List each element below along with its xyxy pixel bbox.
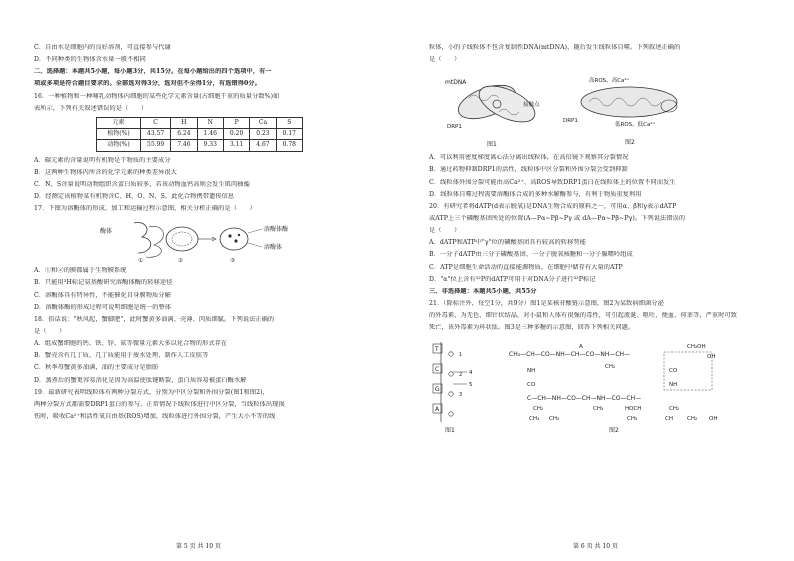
- text-line: D．不同种类的生物体含水量一般不相同: [34, 56, 146, 64]
- chem-bl-3: CH₃: [549, 416, 560, 423]
- chem-bm-3: CH₃: [627, 416, 638, 423]
- nucleotide-base-label: T: [435, 346, 439, 354]
- chem-side-2: CH₂OH: [687, 344, 706, 351]
- text-line: A．①和②的膜都属于生物膜系统: [34, 267, 127, 275]
- nucleotide-base-label: G: [435, 386, 440, 394]
- chem-oh-1: OH: [707, 354, 716, 361]
- text-line: A．可以利用密度梯度离心法分离出线粒体，在高倍镜下观察其分裂情况: [429, 154, 629, 162]
- table-cell: 0.17: [276, 129, 302, 140]
- text-line: 两种分裂方式都需要DRP1蛋白的参与。正常情况下线粒体进行中区分裂，当线粒体出现损: [34, 400, 285, 408]
- text-line: 或ATP上三个磷酸基团所处的位置(A—Pα~Pβ~Pγ 或 dA—Pα~Pβ~Pγ)。下列说法错误的: [429, 214, 686, 222]
- phosphate-circle: [449, 372, 453, 376]
- text-line: 20．有研究者将dATP(d表示脱氧)是DNA生物合成的原料之一，可用α、β和γ表示dATP: [429, 202, 677, 210]
- nucleotide-number: 3: [459, 392, 463, 399]
- text-line: 项或多项是符合题目要求的。全部选对得3分，选对但不全得1分，有选错得0分。: [34, 80, 261, 88]
- phosphate-circle: [449, 412, 453, 416]
- text-line: 是（ ）: [34, 328, 66, 336]
- chem-oh-2: OH: [709, 416, 718, 423]
- fig21-num-4: 4: [469, 370, 473, 377]
- fig17-num-1: ①: [138, 258, 143, 264]
- text-line: B．只能用³H标记氨基酸研究溶酶体酶的转移途径: [34, 279, 173, 287]
- fig21-caption-1: 图1: [445, 427, 455, 435]
- text-line: 18．俗话说："秋风起，蟹脚肥"，此时蟹黄多油满、壳薄、肉质细腻。下列说法正确的: [34, 315, 275, 323]
- text-line: C．ATP是细胞生命活动的直接能源物质，在细胞中储存有大量的ATP: [429, 263, 623, 271]
- chem-br-1: CH₂: [669, 406, 680, 413]
- fig17-label-2: 溶酶体酶: [264, 226, 289, 234]
- text-line: B．一分子dATP由三分子磷酸基团、一分子脱氧核糖和一分子腺嘌呤组成: [429, 251, 633, 259]
- text-line: 伤时，吸收Ca²⁺和活性氧自由基(ROS)增加，线粒体进行外围分裂，产生大小不等的线: [34, 413, 276, 421]
- text-line: 表所示，下列有关叙述错误的是（ ）: [34, 104, 148, 112]
- table-header-cell: Ca: [250, 117, 276, 128]
- text-line: 是（ ）: [429, 227, 461, 235]
- text-line: 死亡，该外毒素为环状肽。图3是三种多糖的示意图，回答下列相关问题。: [429, 324, 635, 332]
- text-line: 21．（除标注外，每空1分，共9分）图1是某核苷酸链示意图，图2为某致病细菌分泌: [429, 299, 664, 307]
- chem-right-nh: NH: [669, 382, 678, 389]
- table-cell: 0.20: [223, 129, 249, 140]
- chem-top-chain: CH₃—CH—CO—NH—CH—CO—NH—CH—: [509, 351, 631, 359]
- text-line: 是（ ）: [429, 56, 461, 64]
- chem-bm-2: HOCH: [625, 406, 642, 413]
- phosphate-circle: [449, 352, 453, 356]
- table-cell: 7.46: [171, 140, 197, 151]
- fig19-junction-label: 接触点: [523, 102, 540, 109]
- text-line: B．通过药物抑制DRP1的活性，线粒体中区分裂和外围分裂会受到抑制: [429, 166, 628, 174]
- table-cell: 43.57: [141, 129, 171, 140]
- fig19-caption-1: 图1: [487, 141, 497, 149]
- table-cell: 4.67: [250, 140, 276, 151]
- table-cell: 植物(%): [97, 129, 141, 140]
- table-row: [97, 129, 303, 140]
- text-line: D．经测定该植物某有机物含C、H、O、N、S，此化合物携带遗传信息: [34, 193, 235, 201]
- figure-21-nucleotide-and-peptide: [429, 336, 768, 436]
- text-line: D．"α"位上含有³²P的dATP可用于对DNA分子进行³²P标记: [429, 275, 596, 283]
- fig19-low-label: 低ROS、低Ca²⁺: [615, 122, 656, 129]
- table-header-cell: S: [276, 117, 302, 128]
- fig19-caption-2: 图2: [625, 139, 635, 147]
- element-content-table: [96, 117, 303, 152]
- nucleotide-base-label: A: [435, 406, 440, 414]
- fig21-num-5: 5: [469, 382, 473, 389]
- table-cell: 动物(%): [97, 140, 141, 151]
- text-line: A．碳元素的含量说明有机物是干物质的主要成分: [34, 156, 171, 164]
- fig19-ros-label: 高ROS、高Ca²⁺: [589, 78, 630, 85]
- text-line: 二、选择题：本题共5小题，每小题3分，共15分。在每小题给出的四个选项中，有一: [34, 68, 272, 76]
- table-header-cell: 元素: [97, 117, 141, 128]
- fig21-caption-2: 图2: [609, 427, 619, 435]
- chem-left-co: CO: [527, 382, 536, 389]
- left-page-footer: 第 5 页 共 10 页: [176, 542, 221, 550]
- chem-br-3: CH₂: [687, 416, 698, 423]
- text-line: A．dATP和ATP中"γ"位的磷酸基团具有较高的转移势能: [429, 239, 586, 247]
- text-line: B．蟹壳含有几丁质，几丁质能用于废水处理、制作人工皮肤等: [34, 352, 209, 360]
- fig17-num-3: ③: [230, 258, 235, 264]
- chem-side-1: CH₂: [605, 364, 616, 371]
- table-cell: 1.46: [197, 129, 223, 140]
- table-header-cell: H: [171, 117, 197, 128]
- figure-17-lysosome-diagram: [94, 217, 373, 263]
- text-line: D．蒸煮后的蟹更容易消化是因为高温使肽键断裂，蛋白质容易被蛋白酶水解: [34, 376, 247, 384]
- chem-ring-a: A: [579, 344, 583, 351]
- table-row: [97, 140, 303, 151]
- table-cell: 55.99: [141, 140, 171, 151]
- text-line: C．秋季母蟹黄多油满，油的主要成分是脂肪: [34, 364, 159, 372]
- text-line: 粒体，小的子线粒体不包含复制性DNA(mtDNA)，随后发生线粒体自噬。下列叙述正确的: [429, 44, 681, 51]
- text-line: D．线粒体自噬过程需要溶酶体合成的多种水解酶参与，有利于物质重复利用: [429, 190, 642, 198]
- fig17-label-1: 酶体: [100, 228, 113, 236]
- nucleotide-base-label: C: [435, 366, 440, 374]
- chem-bottom-chain: C—CH—NH—CO—CH—NH—CO—CH—: [527, 395, 642, 403]
- right-page-footer: 第 6 页 共 10 页: [573, 542, 618, 550]
- phosphate-circle: [449, 392, 453, 396]
- fig17-label-3: 溶酶体: [264, 244, 283, 252]
- fig19-mtdna-label: mtDNA: [445, 79, 467, 87]
- table-header-cell: N: [197, 117, 223, 128]
- chem-bm-1: CH₃: [593, 406, 604, 413]
- text-line: 19．最新研究表明线粒体有两种分裂方式，分别为中区分裂和外围分裂(图1和图2)，: [34, 388, 269, 396]
- chem-br-2: CH: [665, 416, 673, 423]
- table-header-cell: P: [223, 117, 249, 128]
- chem-right-co: CO: [669, 368, 678, 375]
- text-line: 的外毒素，为无色、细针状结晶，对小鼠和人体有很强的毒性，可引起流涎、呕吐、便血、痉挛等，严重时可致: [429, 312, 738, 320]
- chem-bl-1: CH₂: [533, 406, 544, 413]
- fig17-num-2: ②: [178, 258, 183, 264]
- text-line: C．溶酶体具有特异性，不能催化自身膜物质分解: [34, 291, 171, 299]
- nucleotide-number: 2: [459, 372, 463, 379]
- table-cell: 9.33: [197, 140, 223, 151]
- text-line: C．N、S含量说明动物组织含蛋白质较多，若该动物血钙高则会发生肌肉抽搐: [34, 180, 250, 188]
- text-line: A．组成蟹细胞的钙、铁、锌、氮等微量元素大多以化合物的形式存在: [34, 340, 228, 348]
- table-header-cell: C: [141, 117, 171, 128]
- fig19-drp1-label: DRP1: [447, 124, 462, 131]
- right-page: [397, 0, 794, 561]
- text-line: C．线粒体外围分裂可能由高Ca²⁺、高ROS导致DRP1蛋白在线粒体上的位置不同而发生: [429, 178, 676, 186]
- text-line: 三、非选择题：本题共5小题，共55分: [429, 287, 537, 295]
- table-cell: 6.24: [171, 129, 197, 140]
- text-line: D．溶酶体酶的形成过程可说明细胞是统一的整体: [34, 303, 172, 311]
- text-line: B．这两种生物体内所含的化学元素的种类差异很大: [34, 168, 177, 176]
- table-cell: 0.78: [276, 140, 302, 151]
- figure-19-mitochondria-division: [439, 68, 768, 150]
- chem-left-nh: NH: [527, 368, 536, 375]
- fig19-drp1-label-2: DRP1: [563, 118, 578, 125]
- table-cell: 0.23: [250, 129, 276, 140]
- chem-bl-2: CH₃: [529, 416, 540, 423]
- text-line: 17．下图为溶酶体的形成、加工和运输过程示意图，相关分析正确的是（ ）: [34, 205, 256, 213]
- text-line: 16．一种植物和一种哺乳动物体内细胞的某些化学元素含量(占细胞干重的质量分数%)如: [34, 92, 280, 100]
- table-cell: 3.11: [223, 140, 249, 151]
- text-line: C．自由水是细胞内的良好溶剂，可直接参与代谢: [34, 44, 171, 51]
- nucleotide-number: 1: [459, 352, 463, 359]
